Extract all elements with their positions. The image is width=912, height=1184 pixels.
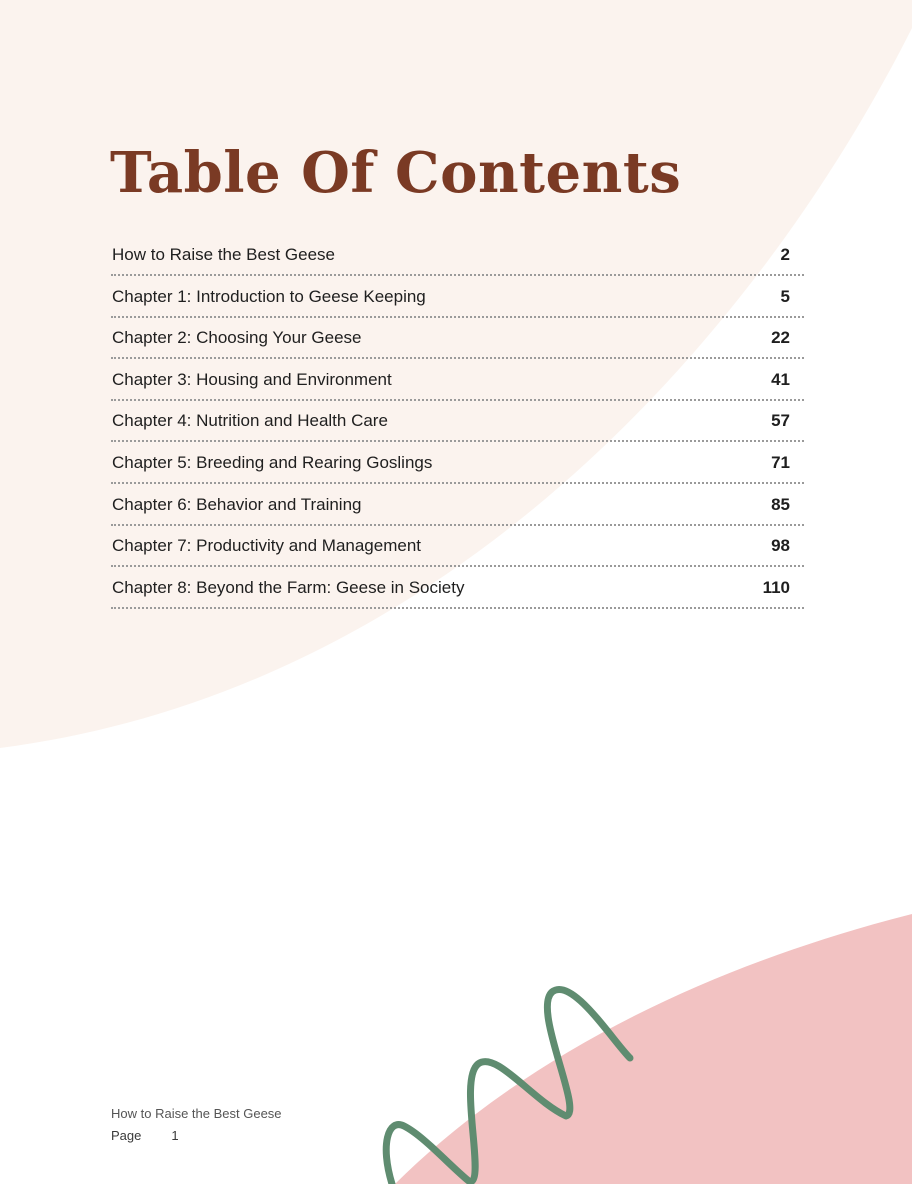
toc-entry-page: 41	[771, 369, 790, 389]
toc-entry-title: Chapter 6: Behavior and Training	[112, 494, 362, 514]
toc-entry-title: Chapter 8: Beyond the Farm: Geese in Society	[112, 577, 465, 597]
toc-row[interactable]	[111, 319, 804, 359]
toc-entry-title: Chapter 1: Introduction to Geese Keeping	[112, 286, 426, 306]
toc-entry-title: How to Raise the Best Geese	[112, 245, 336, 264]
toc-row[interactable]	[111, 361, 804, 401]
page-title: Table Of Contents	[110, 140, 682, 206]
toc-entry-page: 71	[771, 452, 790, 472]
toc-row[interactable]	[111, 402, 804, 442]
footer-page-label: Page	[111, 1128, 142, 1143]
toc-row[interactable]	[111, 486, 804, 526]
toc-row[interactable]	[111, 569, 804, 609]
toc-entry-page: 85	[771, 494, 790, 514]
toc-entry-page: 22	[771, 328, 790, 348]
toc-entry-title: Chapter 7: Productivity and Management	[112, 536, 422, 556]
toc-row[interactable]	[111, 278, 804, 318]
toc-entry-page: 57	[771, 411, 790, 431]
page-footer	[111, 1105, 282, 1147]
toc-entry-title: Chapter 5: Breeding and Rearing Goslings	[112, 452, 433, 472]
toc-entry-title: Chapter 2: Choosing Your Geese	[112, 328, 362, 348]
toc-row[interactable]	[111, 527, 804, 567]
toc-entry-page: 110	[762, 577, 790, 597]
toc-entry-title: Chapter 3: Housing and Environment	[112, 369, 392, 389]
footer-page-indicator	[111, 1125, 282, 1147]
toc-row[interactable]	[111, 444, 804, 484]
toc-entry-page: 5	[780, 286, 790, 306]
toc-row[interactable]	[111, 236, 804, 276]
toc-entry-title: Chapter 4: Nutrition and Health Care	[112, 411, 388, 431]
footer-book-title: How to Raise the Best Geese	[111, 1106, 282, 1121]
toc-entry-page: 2	[780, 245, 790, 264]
footer-page-number: 1	[171, 1128, 179, 1143]
table-of-contents	[111, 236, 804, 610]
toc-entry-page: 98	[771, 536, 790, 556]
